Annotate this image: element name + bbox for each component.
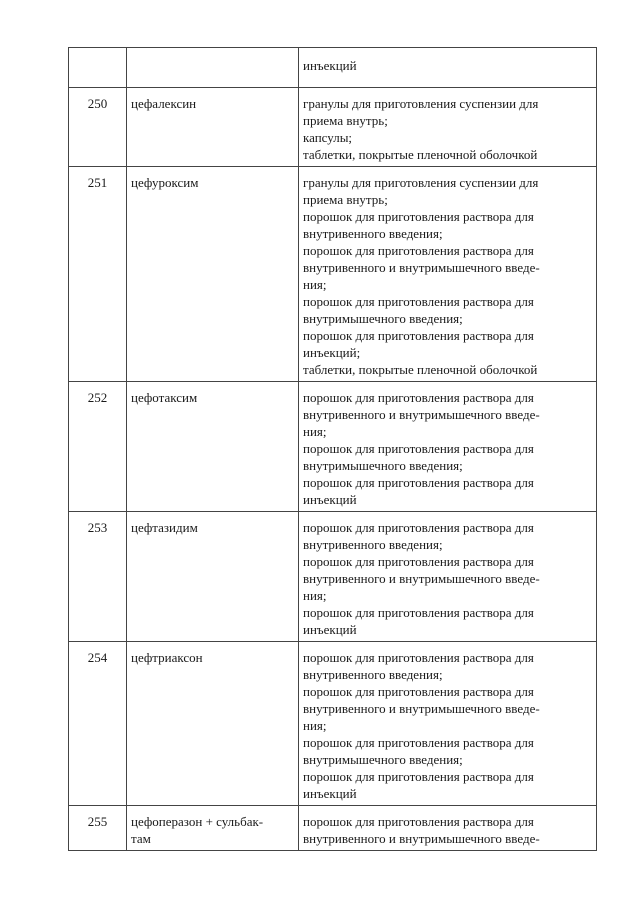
dosage-form-line: внутримышечного введения; [303,752,463,767]
drug-name: цефтазидим [127,512,299,642]
table-row [69,512,597,642]
drug-name: цефотаксим [127,382,299,512]
dosage-form-line: капсулы; [303,130,353,145]
dosage-form-line: порошок для приготовления раствора для [303,390,534,405]
table-row [69,806,597,851]
drug-name: цефуроксим [127,167,299,382]
dosage-form-line: порошок для приготовления раствора для [303,209,534,224]
dosage-form-line: приема внутрь; [303,113,388,128]
dosage-forms [299,806,597,851]
table-row [69,88,597,167]
drug-name: цефтриаксон [127,642,299,806]
drug-table [68,47,597,851]
dosage-form-line: порошок для приготовления раствора для [303,328,534,343]
row-number: 254 [69,642,127,806]
table-row [69,382,597,512]
dosage-forms [299,48,597,88]
dosage-form-line: инъекций [303,492,357,507]
dosage-form-line: внутривенного и внутримышечного введе- [303,260,540,275]
dosage-form-line: таблетки, покрытые пленочной оболочкой [303,362,538,377]
dosage-forms [299,88,597,167]
row-number: 251 [69,167,127,382]
table-row [69,642,597,806]
dosage-form-line: таблетки, покрытые пленочной оболочкой [303,147,538,162]
dosage-form-line: порошок для приготовления раствора для [303,520,534,535]
dosage-form-line: ния; [303,588,327,603]
dosage-form-line: внутривенного и внутримышечного введе- [303,831,540,846]
dosage-form-line: порошок для приготовления раствора для [303,441,534,456]
dosage-forms [299,167,597,382]
dosage-form-line: внутримышечного введения; [303,458,463,473]
row-number: 250 [69,88,127,167]
dosage-form-line: инъекций; [303,345,361,360]
dosage-forms [299,382,597,512]
dosage-form-line: внутривенного введения; [303,226,443,241]
dosage-form-line: инъекций [303,622,357,637]
dosage-forms [299,642,597,806]
dosage-form-line: порошок для приготовления раствора для [303,769,534,784]
dosage-form-line: гранулы для приготовления суспензии для [303,175,539,190]
dosage-forms [299,512,597,642]
dosage-form-line: порошок для приготовления раствора для [303,650,534,665]
dosage-form-line: порошок для приготовления раствора для [303,554,534,569]
dosage-form-line: инъекций [303,58,357,73]
dosage-form-line: инъекций [303,786,357,801]
dosage-form-line: порошок для приготовления раствора для [303,684,534,699]
row-number: 253 [69,512,127,642]
row-number [69,48,127,88]
dosage-form-line: порошок для приготовления раствора для [303,243,534,258]
table-row [69,48,597,88]
dosage-form-line: порошок для приготовления раствора для [303,475,534,490]
dosage-form-line: ния; [303,718,327,733]
dosage-form-line: внутривенного и внутримышечного введе- [303,701,540,716]
table-row [69,167,597,382]
drug-name: цефоперазон + сульбак- там [127,806,299,851]
dosage-form-line: порошок для приготовления раствора для [303,735,534,750]
dosage-form-line: внутривенного и внутримышечного введе- [303,407,540,422]
dosage-form-line: приема внутрь; [303,192,388,207]
row-number: 255 [69,806,127,851]
dosage-form-line: внутримышечного введения; [303,311,463,326]
drug-name [127,48,299,88]
drug-name: цефалексин [127,88,299,167]
dosage-form-line: внутривенного и внутримышечного введе- [303,571,540,586]
dosage-form-line: порошок для приготовления раствора для [303,605,534,620]
dosage-form-line: порошок для приготовления раствора для [303,294,534,309]
dosage-form-line: внутривенного введения; [303,537,443,552]
dosage-form-line: гранулы для приготовления суспензии для [303,96,539,111]
row-number: 252 [69,382,127,512]
dosage-form-line: ния; [303,277,327,292]
dosage-form-line: ния; [303,424,327,439]
drug-table-body [69,48,597,851]
dosage-form-line: внутривенного введения; [303,667,443,682]
dosage-form-line: порошок для приготовления раствора для [303,814,534,829]
